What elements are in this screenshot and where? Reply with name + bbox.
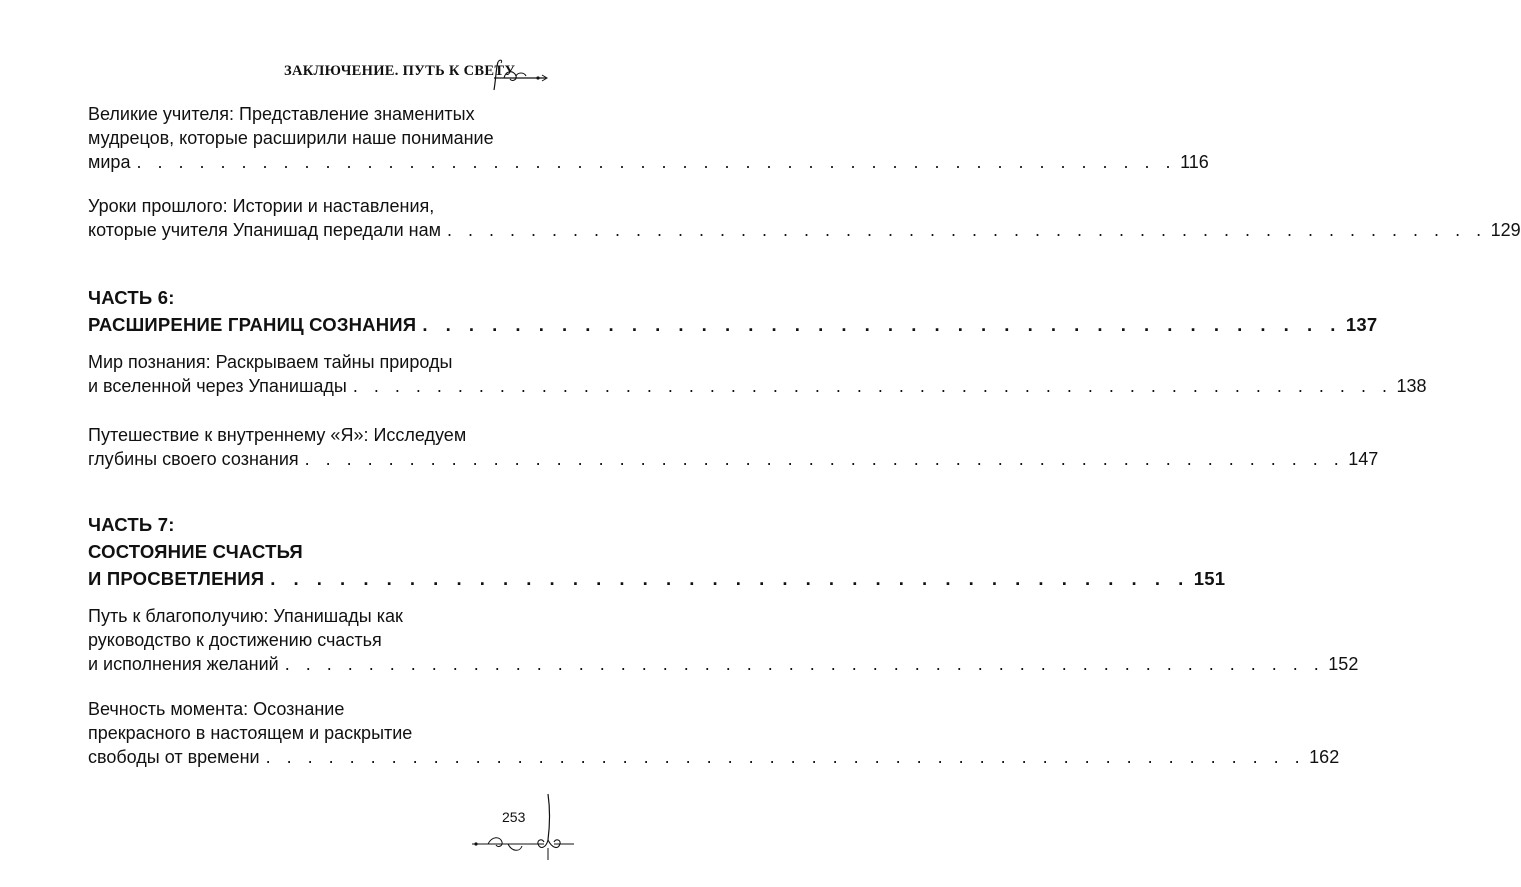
part-label: ЧАСТЬ 7:: [88, 514, 175, 535]
toc-entry-text: глубины своего сознания: [88, 449, 299, 469]
toc-part-leader-line: [88, 311, 1378, 338]
running-header: [270, 58, 550, 92]
toc-page-number: 138: [1396, 376, 1427, 396]
toc-page-number: 152: [1328, 654, 1359, 674]
flourish-ornament-icon: [492, 58, 548, 92]
dot-leader: . . . . . . . . . . . . . . . . . . . . . . . . . . . . . . . . . . . . . . . . . . . . . . . . . .: [265, 747, 1306, 767]
toc-entry[interactable]: [88, 697, 1340, 769]
toc-entry[interactable]: [88, 604, 1359, 676]
toc-entry-text: которые учителя Упанишад передали нам: [88, 220, 441, 240]
toc-entry[interactable]: [88, 194, 1521, 242]
toc-entry-text: Уроки прошлого: Истории и наставления,: [88, 196, 435, 216]
running-header-title: ЗАКЛЮЧЕНИЕ. ПУТЬ К СВЕТУ: [284, 63, 516, 79]
toc-entry-text: Путь к благополучию: Упанишады как: [88, 606, 403, 626]
toc-entry-text: мудрецов, которые расширили наше понимание: [88, 128, 494, 148]
toc-entry-text: Великие учителя: Представление знаменитых: [88, 104, 475, 124]
toc-part-heading[interactable]: [88, 284, 1378, 338]
toc-page-number: 151: [1193, 568, 1226, 589]
toc-entry-text: прекрасного в настоящем и раскрытие: [88, 723, 413, 743]
part-label: ЧАСТЬ 6:: [88, 287, 175, 308]
toc-entry-text: свободы от времени: [88, 747, 260, 767]
toc-page-number: 137: [1345, 314, 1378, 335]
toc-entry-leader-line: [88, 745, 1340, 769]
page-number: 253: [502, 809, 526, 825]
toc-page-number: 129: [1490, 220, 1521, 240]
dot-leader: . . . . . . . . . . . . . . . . . . . . . . . . . . . . . . . . . . . . . . . . . . . . . . . . . .: [446, 220, 1487, 240]
toc-entry-leader-line: [88, 652, 1359, 676]
toc-entry-leader-line: [88, 374, 1427, 398]
dot-leader: . . . . . . . . . . . . . . . . . . . . . . . . . . . . . . . . . . . . . . . . . . . . . . . . . .: [136, 152, 1177, 172]
toc-entry-leader-line: [88, 218, 1521, 242]
dot-leader: . . . . . . . . . . . . . . . . . . . . . . . . . . . . . . . . . . . . . . . . . . . . . . . . . .: [352, 376, 1393, 396]
toc-entry-text: руководство к достижению счастья: [88, 630, 382, 650]
toc-entry-text: и вселенной через Упанишады: [88, 376, 347, 396]
corner-flourish-icon: [468, 792, 578, 862]
part-title: РАСШИРЕНИЕ ГРАНИЦ СОЗНАНИЯ: [88, 314, 417, 335]
toc-entry-text: Путешествие к внутреннему «Я»: Исследуем: [88, 425, 467, 445]
toc-entry-text: Мир познания: Раскрываем тайны природы: [88, 352, 453, 372]
toc-part-heading[interactable]: [88, 511, 1226, 592]
part-title: СОСТОЯНИЕ СЧАСТЬЯ: [88, 541, 303, 562]
toc-page-number: 147: [1348, 449, 1379, 469]
toc-entry-text: и исполнения желаний: [88, 654, 279, 674]
toc-entry-leader-line: [88, 150, 1209, 174]
dot-leader: . . . . . . . . . . . . . . . . . . . . . . . . . . . . . . . . . . . . . . . . . . . . . . . . . .: [284, 654, 1325, 674]
part-title: И ПРОСВЕТЛЕНИЯ: [88, 568, 265, 589]
toc-entry[interactable]: [88, 350, 1427, 398]
toc-entry-text: Вечность момента: Осознание: [88, 699, 345, 719]
toc-entry[interactable]: [88, 102, 1209, 174]
toc-entry[interactable]: [88, 423, 1379, 471]
dot-leader: . . . . . . . . . . . . . . . . . . . . . . . . . . . . . . . . . . . . . . . .: [422, 314, 1342, 335]
toc-page-number: 116: [1180, 152, 1209, 172]
dot-leader: . . . . . . . . . . . . . . . . . . . . . . . . . . . . . . . . . . . . . . . . . . . . . . . . . .: [304, 449, 1345, 469]
dot-leader: . . . . . . . . . . . . . . . . . . . . . . . . . . . . . . . . . . . . . . . .: [270, 568, 1190, 589]
toc-page-number: 162: [1309, 747, 1340, 767]
toc-entry-text: мира: [88, 152, 131, 172]
toc-entry-leader-line: [88, 447, 1379, 471]
toc-part-leader-line: [88, 565, 1226, 592]
